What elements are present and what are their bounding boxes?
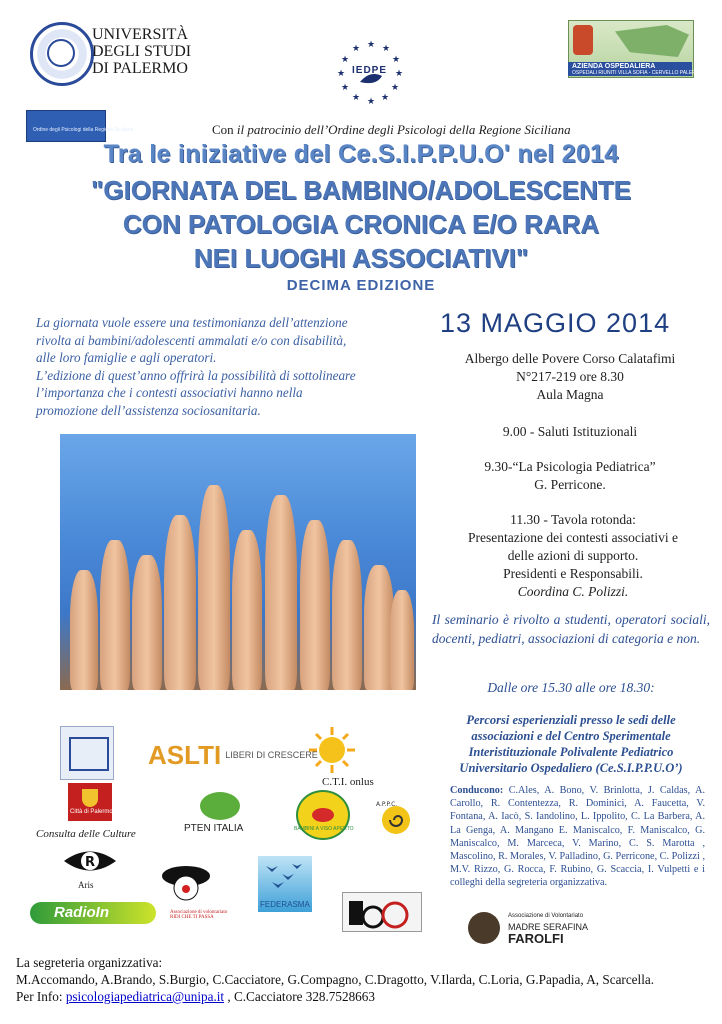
radioin-label: RadioIn [54,904,109,921]
svg-text:★: ★ [367,40,376,50]
conducono-label: Conducono: [450,785,504,796]
svg-text:★: ★ [341,83,350,93]
svg-text:★: ★ [367,97,376,106]
title-line-3: CON PATOLOGIA CRONICA E/O RARA [122,209,600,239]
university-line: DI PALERMO [92,60,188,77]
crest-icon [82,789,98,807]
handshake-icon [468,912,500,944]
radioin-logo [30,902,156,924]
azienda-sub-text: OSPEDALI RIUNITI VILLA SOFIA - CERVELLO [572,70,679,76]
program-line: 11.30 - Tavola rotonda: [510,512,636,527]
afternoon-time: Dalle ore 15.30 alle ore 18.30: [487,680,655,695]
program-line: delle azioni di supporto. [507,548,639,563]
snail-icon [374,800,416,838]
email-link[interactable]: psicologiapediatrica@unipa.it [65,989,225,1004]
ordine-label: Ordine degli Psicologi della Regione Siciliana [33,127,134,133]
svg-text:★: ★ [341,55,350,65]
federasma-label: FEDERASMA [260,900,310,909]
program-item-2 [460,458,680,494]
svg-text:★: ★ [391,83,400,93]
svg-text:★: ★ [395,69,404,79]
segreteria-names: M.Accomando, A.Brando, S.Burgio, C.Cacciatore, G.Compagno, C.Dragotto, V.Ilarda, C.Loria, G.Papadia, A, Scarcella. [16,972,655,987]
comune-palermo-logo [68,783,112,821]
svg-text:★: ★ [352,44,361,54]
aris-caption: Aris [78,880,94,890]
bambini-label: BAMBINI A VISO APERTO [294,826,354,832]
azienda-city: PALERMO [679,70,704,76]
percorsi-line: associazioni e del Centro Sperimentale [471,729,671,743]
wheelchair-logo [342,892,422,932]
clown-logo [160,862,212,908]
hand-shape [265,495,297,690]
hand-shape [70,570,98,690]
iedpe-label: IEDPE [352,65,388,76]
program-line: Presidenti e Responsabili. [503,566,643,581]
intro-line: La giornata vuole essere una testimonianza dell’attenzione [36,315,348,330]
venue-line: N°217-219 ore 8.30 [516,369,624,384]
hand-shape [100,540,130,690]
azienda-subtitle [572,70,704,76]
intro-line: promozione dell’assistenza sociosanitaria. [36,402,261,418]
consulta-caption: Consulta delle Culture [36,828,136,840]
sun-logo [304,727,360,773]
university-seal-logo [30,22,94,86]
title-line-4: NEI LUOGHI ASSOCIATIVI" [193,243,529,273]
university-line: UNIVERSITÀ [92,26,188,43]
university-line: DEGLI STUDI [92,43,192,60]
edition-label: DECIMA EDIZIONE [286,277,436,294]
aslti-logo [148,740,318,771]
intro-line: rivolta ai bambini/adolescenti ammalati e/o con disabilità, [36,332,347,348]
program-line: Presentazione dei contesti associativi e [468,530,678,545]
hand-shape [300,520,330,690]
university-name [92,26,191,77]
eye-icon [62,846,118,876]
hand-shape [132,555,162,690]
segreteria-label: La segreteria organizzativa: [16,955,163,970]
percorsi-description [432,712,710,776]
ridi-caption: Associazione di volontariato RIDI CHE TI PASSA [170,910,228,920]
svg-text:★: ★ [381,93,390,103]
percorsi-line: Percorsi esperienziali presso le sedi delle [466,713,676,727]
seminario-audience: Il seminario è rivolto a studenti, operatori sociali, docenti, pediatri, associazioni di categoria e non. [432,612,710,646]
hand-shape [198,485,230,690]
patrocinio-prefix: Con [212,122,234,137]
pten-logo [200,792,240,820]
percorsi-line: Interistituzionale Polivalente Pediatrico [468,745,674,759]
wheelchair-icon [343,893,421,931]
aslti-main: ASLTI [148,740,222,770]
event-venue [430,350,710,404]
venue-line: Albergo delle Povere Corso Calatafimi [464,351,676,366]
percorsi-line: Universitario Ospedaliero (Ce.S.I.P.P.U.O’) [459,761,683,775]
svg-text:★: ★ [382,44,391,54]
institute-logo [60,726,114,780]
hand-shape [232,530,262,690]
patrocinio-text: il patrocinio dell’Ordine degli Psicologi della Regione Siciliana [236,122,571,137]
conducono-names: C.Ales, A. Bono, V. Brinlotta, J. Caldas, A. Carollo, R. Contentezza, R. Dominici, A. Faucetta, V. Fontana, A. Iacò, S. Iandolino, L. Ippolito, C. La Barbera, A. La Genga, A. Mangano E. Maniscalco, F. Maniscalco, G. Maniscalco, M. Marceca, V. Marino, C. S. Marotta , Mascolino, R. Morales, V. Palladino, G. Perricone, C. Polizzi , M.V. Rizzo, G. Rocca, F. Rubino, G. Scaccia, I. Vulpetti e i colleghi della segreteria organizzativa. [450,785,706,889]
hand-shape [332,540,362,690]
pten-caption: PTEN ITALIA [184,823,244,834]
building-icon [69,737,109,771]
raised-hands-photo [60,434,416,690]
madre-serafina-caption: MADRE SERAFINA [508,922,589,932]
ordine-psicologi-logo [26,110,134,142]
hand-shape [390,590,414,690]
svg-text:★: ★ [337,69,346,79]
clown-icon [160,862,212,908]
conducono-list [450,784,705,890]
intro-paragraph [36,314,406,419]
svg-text:R: R [85,855,96,870]
info-suffix: , C.Cacciatore 328.7528663 [224,989,375,1004]
svg-text:★: ★ [352,93,361,103]
hand-shape [164,515,196,690]
intro-line: l’importanza che i contesti associativi hanno nella [36,385,303,400]
info-line [16,988,654,1005]
title-line-2: "GIORNATA DEL BAMBINO/ADOLESCENTE [90,175,632,205]
patrocinio-line [212,122,571,138]
intro-line: L’edizione di quest’anno offrirà la possibilità di sottolineare [36,367,356,383]
event-date: 13 MAGGIO 2014 [440,308,671,338]
comune-label: Città di Palermo [70,809,113,815]
farolfi-caption: FAROLFI [508,931,564,946]
program-coordinator: Coordina C. Polizzi. [517,584,629,599]
emblem-icon [573,25,593,55]
aslti-sub: LIBERI DI CRESCERE [225,750,318,760]
sun-icon [304,727,360,773]
sicily-map-icon [615,25,689,57]
venue-line: Aula Magna [536,387,604,402]
program-item-1: 9.00 - Saluti Istituzionali [502,424,638,439]
intro-line: alle loro famiglie e agli operatori. [36,350,217,365]
info-prefix: Per Info: [16,989,66,1004]
snail-logo [374,800,416,838]
birds-icon [258,856,312,896]
svg-text:★: ★ [392,55,401,65]
program-item-3 [432,511,714,601]
federasma-logo [258,856,312,912]
cti-caption: C.T.I. onlus [322,776,374,788]
face-icon [312,808,334,822]
volontariato-caption: Associazione di Volontariato [508,913,584,919]
azienda-title: AZIENDA OSPEDALIERA [572,63,656,70]
aris-logo [62,846,118,876]
program-line: G. Perricone. [534,477,606,492]
bambini-viso-aperto-logo [294,790,354,840]
footer [16,954,654,1005]
apm-label: A.P.P.C. [376,801,398,808]
title-line-1: Tra le iniziative del Ce.S.I.P.P.U.O' nel 2014 [103,140,619,168]
program-line: 9.30-“La Psicologia Pediatrica” [484,459,656,474]
